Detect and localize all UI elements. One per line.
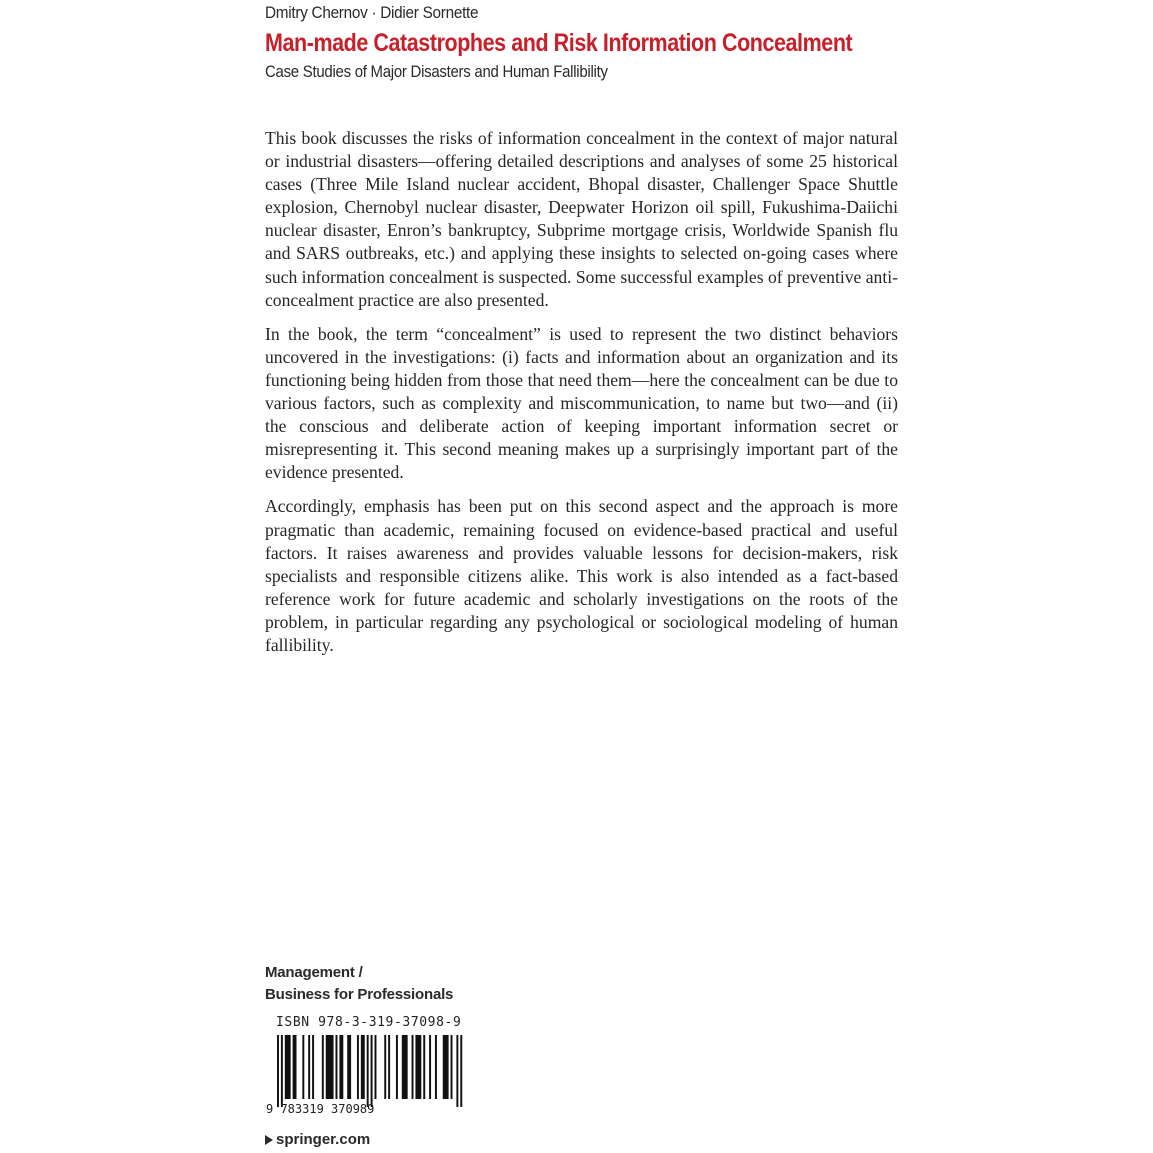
barcode-bar xyxy=(451,1035,453,1099)
barcode-bar xyxy=(285,1035,291,1099)
barcode-bar xyxy=(293,1035,297,1099)
barcode-bar xyxy=(322,1035,324,1099)
barcode-bar xyxy=(396,1035,398,1099)
book-title: Man-made Catastrophes and Risk Information Concealment xyxy=(265,29,853,57)
barcode-guard-bar xyxy=(371,1035,373,1107)
barcode-bar xyxy=(384,1035,386,1099)
barcode-bar xyxy=(429,1035,431,1099)
barcode-guard-bar xyxy=(367,1035,369,1107)
barcode-bar xyxy=(308,1035,310,1099)
authors: Dmitry Chernov · Didier Sornette xyxy=(265,3,479,22)
barcode-bar xyxy=(302,1035,304,1099)
barcode-bar xyxy=(415,1035,421,1099)
triangle-right-icon xyxy=(265,1135,273,1145)
book-subtitle: Case Studies of Major Disasters and Human Fallibility xyxy=(265,62,608,81)
barcode-bar xyxy=(388,1035,390,1099)
category-line-1: Management / xyxy=(265,964,363,981)
category xyxy=(265,962,453,1006)
barcode-bar xyxy=(339,1035,343,1099)
barcode-digits: 9 783319 370989 xyxy=(266,1102,375,1116)
barcode-bar xyxy=(361,1035,365,1099)
barcode-guard-bar xyxy=(456,1035,458,1107)
publisher-link[interactable] xyxy=(265,1131,370,1148)
barcode-bar xyxy=(443,1035,449,1099)
blurb-paragraph-2: In the book, the term “concealment” is used to represent the two distinct behaviors uncovered in the investigations: (i) facts and information about an organization and its functioning being hidden from those that need them—here the concealment can be due to various factors, such as complexity and miscommunication, to name but two—and (ii) the conscious and deliberate action of keeping important information secret or misrepresenting it. This second meaning makes up a surprisingly important part of the evidence presented. xyxy=(265,323,898,483)
barcode-guard-bar xyxy=(281,1035,283,1107)
barcode-bar xyxy=(312,1035,314,1099)
barcode-bar xyxy=(402,1035,408,1099)
barcode-bar xyxy=(423,1035,425,1099)
category-line-2: Business for Professionals xyxy=(265,986,454,1003)
barcode-guard-bar xyxy=(277,1035,279,1107)
blurb xyxy=(265,127,898,668)
barcode-bar xyxy=(412,1035,414,1099)
barcode-bar xyxy=(435,1035,437,1099)
barcode-bar xyxy=(326,1035,334,1099)
publisher-url: springer.com xyxy=(276,1131,371,1148)
barcode-bar xyxy=(357,1035,359,1099)
barcode-bar xyxy=(375,1035,377,1099)
barcode-bar xyxy=(336,1035,338,1099)
blurb-paragraph-3: Accordingly, emphasis has been put on this second aspect and the approach is more pragmatic than academic, remaining focused on evidence-based practical and useful factors. It raises awareness and provides valuable lessons for decision-makers, risk specialists and responsible citizens alike. This work is also intended as a fact-based reference work for future academic and scholarly investigations on the roots of the problem, in particular regarding any psychological or sociological modeling of human fallibility. xyxy=(265,496,898,655)
barcode-bar xyxy=(347,1035,351,1099)
isbn-label: ISBN 978-3-319-37098-9 xyxy=(276,1015,462,1030)
blurb-paragraph-1: This book discusses the risks of information concealment in the context of major natural or industrial disasters—offering detailed descriptions and analyses of some 25 historical cases (Three Mile Island nuclear accident, Bhopal disaster, Challenger Space Shuttle explosion, Chernobyl nuclear disaster, Deepwater Horizon oil spill, Fukushima-Daiichi nuclear disaster, Enron’s bankruptcy, Subprime mortgage crisis, Worldwide Spanish flu and SARS outbreaks, etc.) and applying these insights to selected on-going cases where such information concealment is suspected. Some successful examples of preventive anti-concealment practice are also presented. xyxy=(265,128,898,310)
barcode-guard-bar xyxy=(460,1035,462,1107)
